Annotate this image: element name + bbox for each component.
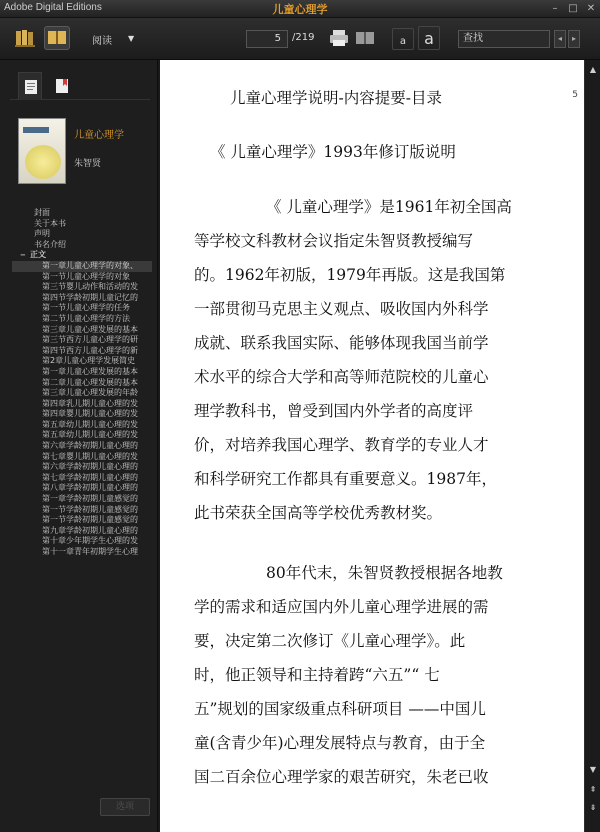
text-line: 要，决定第二次修订《儿童心理学》。此 — [194, 632, 466, 650]
text-line: 等学校文科教材会议指定朱智贤教授编写 — [194, 232, 474, 250]
toc-item[interactable]: 第一节儿童心理学的对象 — [42, 271, 130, 281]
toc-item[interactable]: 第三章儿童心理发展的基本 — [42, 324, 138, 334]
toc-item[interactable]: 第九章学龄初期儿童心理的 — [42, 525, 138, 535]
text-line: 《 儿童心理学》是1961年初全国高 — [266, 198, 512, 216]
text-line: 和科学研究工作都具有重要意义。1987年， — [194, 470, 497, 488]
page-heading: 儿童心理学说明-内容提要-目录 — [230, 89, 442, 107]
toc-item[interactable]: 第六章学龄初期儿童心理的 — [42, 462, 138, 472]
app-name: Adobe Digital Editions — [4, 2, 102, 13]
increase-font-button[interactable]: a — [418, 26, 440, 50]
toc-item[interactable]: 第五章幼儿期儿童心理的发 — [42, 419, 138, 429]
toc-item[interactable]: 第六章学龄初期儿童心理的 — [42, 441, 138, 451]
toc-item[interactable]: 第一节儿童心理学的任务 — [42, 303, 130, 313]
page-up-icon[interactable]: ⇞ — [589, 785, 597, 794]
toc-item[interactable]: 第八章学龄初期儿童心理的 — [42, 483, 138, 493]
toc-item[interactable]: 第四节西方儿童心理学的新 — [42, 345, 138, 355]
search-previous-button[interactable]: ◂ — [554, 30, 566, 48]
toc-item[interactable]: 书名介绍 — [34, 239, 66, 249]
maximize-button[interactable]: □ — [568, 3, 578, 14]
toc-item[interactable]: 第三节婴儿动作和活动的发 — [42, 282, 138, 292]
window-controls — [548, 2, 598, 15]
toc-item-selected[interactable]: 第一章儿童心理学的对象、 — [12, 261, 152, 272]
toc-section-label: 正文 — [30, 250, 46, 260]
book-cover-thumbnail — [18, 118, 66, 184]
scroll-down-icon[interactable]: ▼ — [589, 765, 597, 774]
toc-item[interactable]: 第十一章青年初期学生心理 — [42, 547, 138, 556]
decrease-font-button[interactable]: a — [392, 28, 414, 50]
text-line: 术水平的综合大学和高等师范院校的儿童心 — [194, 368, 489, 386]
reading-page — [160, 60, 584, 832]
text-line: 此书荣获全国高等学校优秀教材奖。 — [194, 504, 443, 522]
toc-item[interactable]: 第一章儿童心理发展的基本 — [42, 366, 138, 376]
toc-item[interactable]: 第五章幼儿期儿童心理的发 — [42, 430, 138, 440]
book-author: 朱智贤 — [74, 159, 102, 169]
printer-icon[interactable] — [328, 26, 354, 50]
text-line: 理学教科书，曾受到国内外学者的高度评 — [194, 402, 474, 420]
minimize-button[interactable]: – — [552, 3, 558, 14]
paragraph — [194, 556, 503, 794]
page-number: 5 — [572, 90, 578, 100]
toc-item[interactable]: 封面 — [34, 208, 50, 217]
scroll-up-icon[interactable]: ▲ — [589, 65, 597, 74]
toolbar — [0, 18, 600, 60]
page-down-icon[interactable]: ⇟ — [589, 803, 597, 812]
sidebar — [0, 60, 158, 832]
toc-item[interactable]: 第二节儿童心理学的方法 — [42, 313, 130, 323]
toc-item[interactable]: 第七章婴儿期儿童心理的发 — [42, 451, 138, 461]
toc-section-main[interactable] — [12, 250, 152, 261]
text-line: 价，对培养我国心理学、教育学的专业人才 — [194, 436, 489, 454]
page-total-label: /219 — [292, 32, 315, 43]
toc-item[interactable]: 第三节西方儿童心理学的研 — [42, 335, 138, 345]
table-of-contents — [12, 208, 152, 558]
toc-item[interactable]: 第2章儿童心理学发展简史 — [42, 356, 136, 366]
paragraph — [194, 190, 512, 530]
toc-item[interactable]: 第四节学龄初期儿童记忆的 — [42, 292, 138, 302]
toc-item[interactable]: 第一章学龄初期儿童感觉的 — [42, 494, 138, 504]
toc-item[interactable]: 第七章学龄初期儿童心理的 — [42, 472, 138, 482]
toc-item[interactable]: 第四章乳儿期儿童心理的发 — [42, 398, 138, 408]
text-line: 的。1962年初版，1979年再版。这是我国第 — [194, 266, 506, 284]
toc-item[interactable]: 第一节学龄初期儿童感觉的 — [42, 504, 138, 514]
reading-view-icon[interactable] — [44, 26, 70, 50]
text-line: 童(含青少年)心理发展特点与教育，由于全 — [194, 734, 486, 752]
title-bar — [0, 0, 600, 18]
collapse-toggle-icon[interactable]: − — [20, 251, 26, 260]
text-line: 成就、联系我国实际、能够体现我国当前学 — [194, 334, 489, 352]
text-line: 国二百余位心理学家的艰苦研究，朱老已收 — [194, 768, 489, 786]
text-line: 五”规划的国家级重点科研项目 ——中国儿 — [194, 700, 486, 718]
book-title: 儿童心理学 — [74, 130, 124, 141]
vertical-scrollbar[interactable] — [584, 60, 600, 832]
text-line: 学的需求和适应国内外儿童心理学进展的需 — [194, 598, 489, 616]
toc-item[interactable]: 声明 — [34, 229, 50, 239]
text-line: 一部贯彻马克思主义观点、吸收国内外科学 — [194, 300, 489, 318]
toc-item[interactable]: 关于本书 — [34, 218, 66, 228]
bookmark-page-icon[interactable] — [354, 26, 380, 50]
search-next-button[interactable]: ▸ — [568, 30, 580, 48]
toc-item[interactable]: 第四章婴儿期儿童心理的发 — [42, 409, 138, 419]
sidebar-options-button[interactable]: 选项 — [100, 798, 150, 816]
page-subheading: 《 儿童心理学》1993年修订版说明 — [210, 143, 456, 161]
toc-item[interactable]: 第二章儿童心理发展的基本 — [42, 377, 138, 387]
window-title: 儿童心理学 — [272, 3, 328, 16]
chevron-down-icon[interactable]: ▼ — [128, 34, 135, 43]
page-number-input[interactable]: 5 — [246, 30, 288, 48]
text-line: 时，他正领导和主持着跨“六五”“ 七 — [194, 666, 440, 684]
toc-item[interactable]: 第三章儿童心理发展的年龄 — [42, 388, 138, 398]
toc-item[interactable]: 第一节学龄初期儿童感觉的 — [42, 515, 138, 525]
text-line: 80年代末，朱智贤教授根据各地教 — [266, 564, 503, 582]
toc-item[interactable]: 第十章少年期学生心理的发 — [42, 536, 138, 546]
tab-bookmarks[interactable] — [50, 72, 74, 100]
search-input[interactable]: 查找 — [458, 30, 550, 48]
sidebar-tabs — [10, 66, 150, 100]
view-mode-label[interactable]: 阅读 — [92, 36, 112, 47]
tab-table-of-contents[interactable] — [18, 72, 42, 100]
library-view-icon[interactable] — [12, 26, 38, 50]
close-button[interactable]: ✕ — [586, 3, 596, 14]
